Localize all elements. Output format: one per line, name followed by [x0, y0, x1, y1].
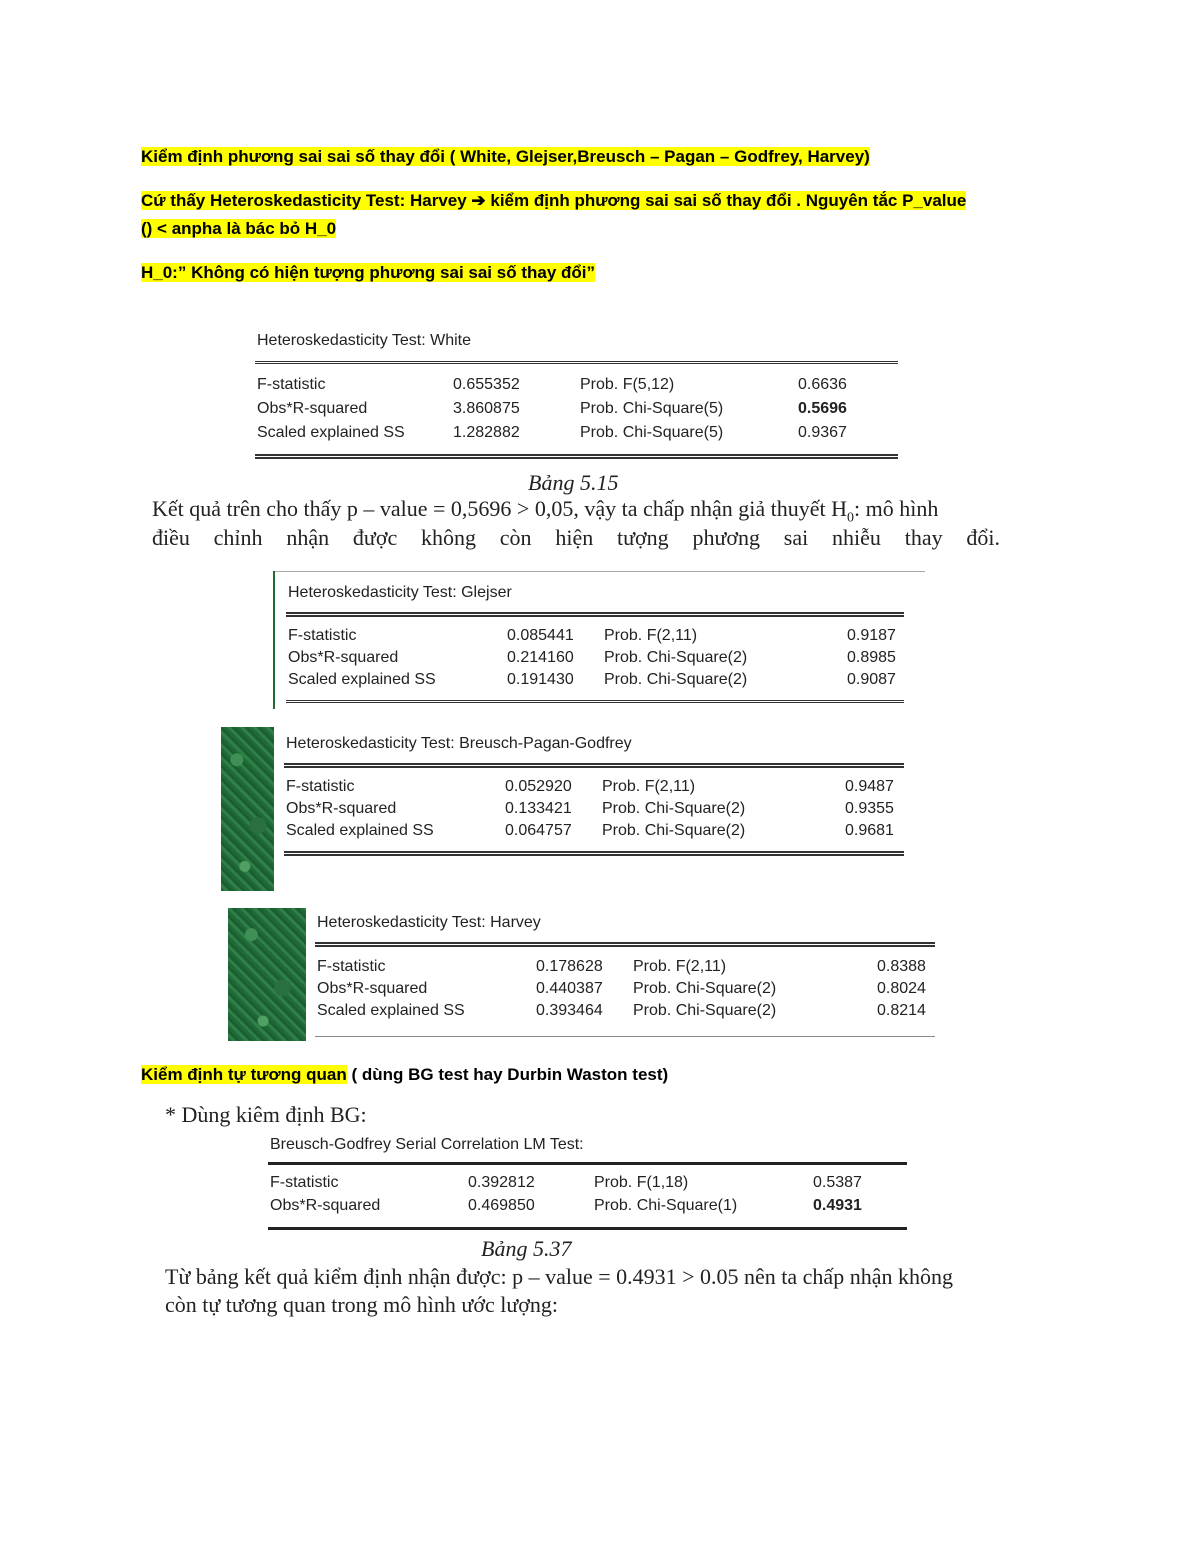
conclusion-word: không [421, 525, 476, 550]
row-prob-label: Prob. F(2,11) [602, 778, 696, 795]
row-label: Scaled explained SS [317, 1002, 465, 1019]
conclusion-text: Kết quả trên cho thấy p – value = 0,5696 > 0,05, vậy ta chấp nhận giả thuyết H [152, 496, 848, 521]
row-prob: 0.5387 [813, 1174, 862, 1191]
row-prob-label: Prob. F(5,12) [580, 376, 675, 393]
heading-rest: ( dùng BG test hay Durbin Waston test) [346, 1065, 669, 1084]
green-texture-image [221, 727, 274, 891]
table-frame-top [275, 571, 925, 572]
table-caption: Bảng 5.15 [528, 470, 619, 495]
row-prob-label: Prob. Chi-Square(5) [580, 424, 724, 441]
row-label: Obs*R-squared [288, 649, 399, 666]
null-hypothesis-text: H_0:” Không có hiện tượng phương sai sai số thay đổi” [141, 263, 595, 282]
row-prob-label: Prob. Chi-Square(1) [594, 1197, 738, 1214]
row-prob: 0.8024 [877, 980, 926, 997]
row-prob: 0.8214 [877, 1002, 926, 1019]
heading-harvey-rule-line2 [141, 218, 336, 240]
row-label: F-statistic [317, 958, 386, 975]
row-prob: 0.9367 [798, 424, 847, 441]
conclusion-word: đổi. [966, 525, 1000, 550]
row-prob: 0.9487 [845, 778, 894, 795]
table-row [315, 958, 935, 982]
row-label: Obs*R-squared [286, 800, 397, 817]
white-conclusion-line1 [152, 496, 938, 526]
row-value: 0.214160 [507, 649, 574, 666]
conclusion-word: nhận [286, 525, 330, 550]
harvey-test-table [315, 912, 935, 1038]
table-row [284, 800, 904, 824]
table-row [286, 627, 904, 651]
table-divider [255, 361, 898, 364]
table-divider [286, 612, 904, 617]
table-divider [315, 1036, 935, 1037]
row-value: 0.178628 [536, 958, 603, 975]
table-divider [284, 763, 904, 768]
conclusion-word: nhiễu [832, 525, 881, 550]
table-row [315, 980, 935, 1004]
row-value: 0.133421 [505, 800, 572, 817]
conclusion-word: chỉnh [213, 525, 263, 550]
heading-text: Kiểm định phương sai sai số thay đổi ( White, Glejser,Breusch – Pagan – Godfrey, Harvey) [141, 147, 870, 166]
table-divider [315, 942, 935, 947]
table-row [286, 649, 904, 673]
row-label: Scaled explained SS [288, 671, 436, 688]
table-row [255, 424, 898, 448]
row-prob-label: Prob. Chi-Square(2) [602, 822, 746, 839]
table-row [255, 376, 898, 400]
row-value: 0.440387 [536, 980, 603, 997]
row-prob: 0.6636 [798, 376, 847, 393]
white-test-table [255, 330, 898, 460]
arrow-icon: ➔ [471, 191, 486, 210]
row-prob-label: Prob. Chi-Square(2) [602, 800, 746, 817]
conclusion-word: thay [904, 525, 943, 550]
subscript-zero: 0 [847, 510, 855, 526]
table-divider [255, 454, 898, 459]
green-edge [273, 571, 275, 709]
row-prob-label: Prob. F(2,11) [633, 958, 727, 975]
row-label: F-statistic [270, 1174, 339, 1191]
table-divider [268, 1227, 907, 1230]
row-prob: 0.4931 [813, 1197, 862, 1214]
heading-part1: Cứ thấy Heteroskedasticity Test: Harvey [141, 191, 472, 210]
row-prob-label: Prob. Chi-Square(2) [604, 649, 748, 666]
conclusion-word: sai [783, 525, 809, 550]
bg-test-table [268, 1134, 907, 1240]
row-value: 0.064757 [505, 822, 572, 839]
row-prob-label: Prob. Chi-Square(2) [604, 671, 748, 688]
row-prob-label: Prob. Chi-Square(5) [580, 400, 724, 417]
heading-null-hypothesis [141, 262, 595, 284]
heading-line2: () < anpha là bác bỏ H_0 [141, 219, 337, 238]
row-value: 0.655352 [453, 376, 520, 393]
row-value: 0.393464 [536, 1002, 603, 1019]
conclusion-word: hiện [555, 525, 594, 550]
row-prob-label: Prob. Chi-Square(2) [633, 1002, 777, 1019]
bg-intro: * Dùng kiêm định BG: [165, 1102, 367, 1127]
row-prob-label: Prob. Chi-Square(2) [633, 980, 777, 997]
row-label: Obs*R-squared [257, 400, 368, 417]
row-label: F-statistic [286, 778, 355, 795]
bg-conclusion-line2: còn tự tương quan trong mô hình ước lượng: [165, 1292, 559, 1317]
row-label: Scaled explained SS [257, 424, 405, 441]
table-row [268, 1197, 907, 1221]
row-value: 1.282882 [453, 424, 520, 441]
conclusion-word: điều [152, 525, 190, 550]
row-prob: 0.9187 [847, 627, 896, 644]
row-value: 0.392812 [468, 1174, 535, 1191]
table-title: Breusch-Godfrey Serial Correlation LM Test: [270, 1136, 584, 1153]
glejser-test-table [286, 582, 904, 708]
heading-highlighted: Kiểm định tự tương quan [141, 1065, 347, 1084]
row-label: Scaled explained SS [286, 822, 434, 839]
table-row [268, 1174, 907, 1198]
bpg-test-table [284, 733, 904, 859]
row-value: 0.191430 [507, 671, 574, 688]
table-caption: Bảng 5.37 [481, 1236, 572, 1261]
table-row [315, 1002, 935, 1026]
row-label: F-statistic [257, 376, 326, 393]
conclusion-word: được [352, 525, 398, 550]
row-label: F-statistic [288, 627, 357, 644]
table-divider [286, 700, 904, 703]
conclusion-word: phương [692, 525, 761, 550]
row-prob-label: Prob. F(1,18) [594, 1174, 689, 1191]
row-prob-label: Prob. F(2,11) [604, 627, 698, 644]
heading-heteroskedasticity-tests [141, 146, 870, 168]
row-prob: 0.9681 [845, 822, 894, 839]
table-title: Heteroskedasticity Test: Glejser [288, 584, 512, 601]
table-title: Heteroskedasticity Test: White [257, 332, 472, 349]
row-value: 0.085441 [507, 627, 574, 644]
table-divider [268, 1162, 907, 1165]
row-label: Obs*R-squared [317, 980, 428, 997]
row-prob: 0.8985 [847, 649, 896, 666]
green-texture-image [228, 908, 306, 1041]
table-divider [284, 851, 904, 856]
heading-part2: kiểm định phương sai sai số thay đổi [485, 191, 797, 210]
table-row [284, 778, 904, 802]
table-title: Heteroskedasticity Test: Harvey [317, 914, 541, 931]
row-prob: 0.8388 [877, 958, 926, 975]
conclusion-text-end: : mô hình [854, 496, 939, 521]
table-row [284, 822, 904, 846]
table-row [286, 671, 904, 695]
row-label: Obs*R-squared [270, 1197, 381, 1214]
heading-part3: . Nguyên tắc P_value [796, 191, 967, 210]
heading-harvey-rule [141, 190, 966, 212]
row-prob: 0.9355 [845, 800, 894, 817]
table-title: Heteroskedasticity Test: Breusch-Pagan-Godfrey [286, 735, 632, 752]
row-prob: 0.5696 [798, 400, 847, 417]
conclusion-word: tượng [617, 525, 669, 550]
row-value: 3.860875 [453, 400, 520, 417]
white-conclusion-line2 [152, 525, 1000, 551]
table-row [255, 400, 898, 424]
row-value: 0.469850 [468, 1197, 535, 1214]
heading-autocorrelation [141, 1064, 668, 1086]
row-value: 0.052920 [505, 778, 572, 795]
conclusion-word: còn [499, 525, 532, 550]
row-prob: 0.9087 [847, 671, 896, 688]
bg-conclusion-line1: Từ bảng kết quả kiểm định nhận được: p – value = 0.4931 > 0.05 nên ta chấp nhận không [165, 1264, 953, 1289]
